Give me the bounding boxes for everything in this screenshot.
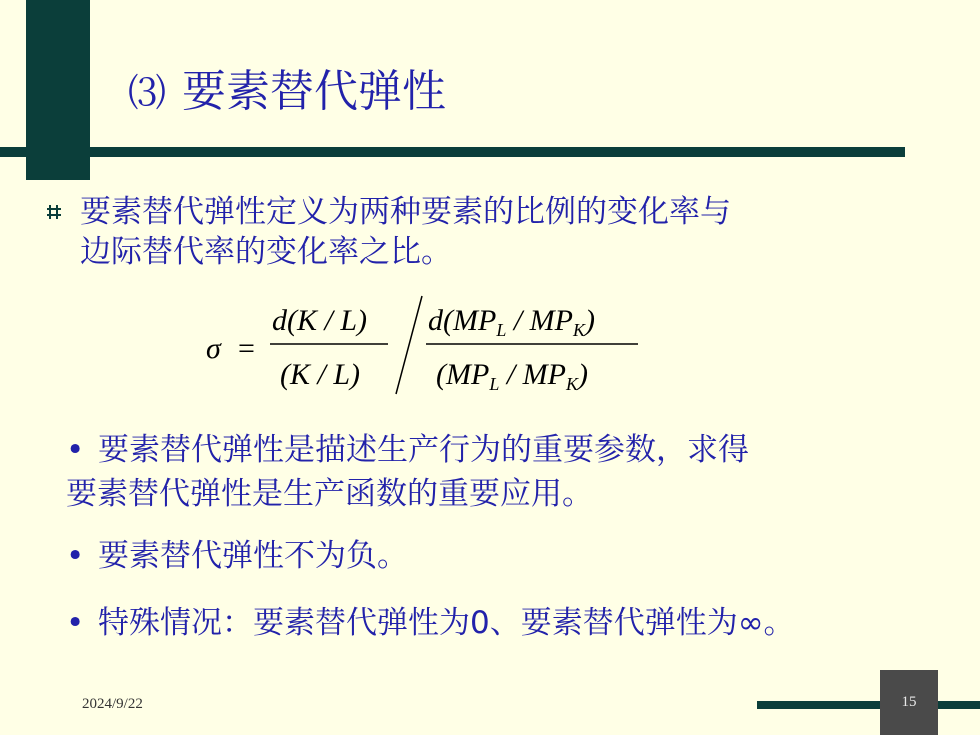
title-number: ⑶ xyxy=(128,71,167,115)
dot-bullet: • xyxy=(66,538,85,574)
footer-line xyxy=(757,701,980,709)
num2-sub-L: L xyxy=(496,320,507,340)
definition-line-2: 边际替代率的变化率之比。 xyxy=(80,234,452,270)
dot-bullet: • xyxy=(66,605,85,641)
title-underline xyxy=(0,147,905,157)
den2-pre: (MP xyxy=(436,358,490,391)
num2-sub-K: K xyxy=(572,320,585,340)
elasticity-formula xyxy=(200,290,660,400)
den2-sub-K: K xyxy=(565,374,578,394)
slide-date: 2024/9/22 xyxy=(82,696,143,712)
formula-den1: (K / L) xyxy=(280,358,361,391)
square-bullet-icon xyxy=(46,204,62,220)
point-2-line-1: 要素替代弹性不为负。 xyxy=(98,538,408,574)
title-text: 要素替代弹性 xyxy=(182,66,447,117)
den2-mid: / MP xyxy=(499,358,566,391)
formula-sigma: σ xyxy=(206,332,221,365)
num2-pre: d(MP xyxy=(428,304,497,337)
formula-num1: d(K / L) xyxy=(272,304,368,337)
formula-equals: = xyxy=(238,332,255,365)
point-1-line-2: 要素替代弹性是生产函数的重要应用。 xyxy=(66,476,593,512)
definition-line-1: 要素替代弹性定义为两种要素的比例的变化率与 xyxy=(80,194,731,230)
formula-den2 xyxy=(436,358,588,394)
den2-post: ) xyxy=(578,358,588,391)
division-slash xyxy=(396,296,422,394)
point-item xyxy=(66,534,946,578)
num2-mid: / MP xyxy=(506,304,573,337)
num2-post: ) xyxy=(585,304,595,337)
point-3-line-1: 特殊情况：要素替代弹性为0、要素替代弹性为∞。 xyxy=(98,605,795,641)
dot-bullet: • xyxy=(66,432,85,468)
formula-num2 xyxy=(428,304,595,340)
definition-paragraph xyxy=(80,192,900,272)
slide-title xyxy=(128,62,446,123)
point-item xyxy=(66,601,946,645)
point-item xyxy=(66,428,946,516)
page-number: 15 xyxy=(901,694,917,710)
point-1-line-1: 要素替代弹性是描述生产行为的重要参数，求得 xyxy=(98,432,749,468)
den2-sub-L: L xyxy=(489,374,500,394)
